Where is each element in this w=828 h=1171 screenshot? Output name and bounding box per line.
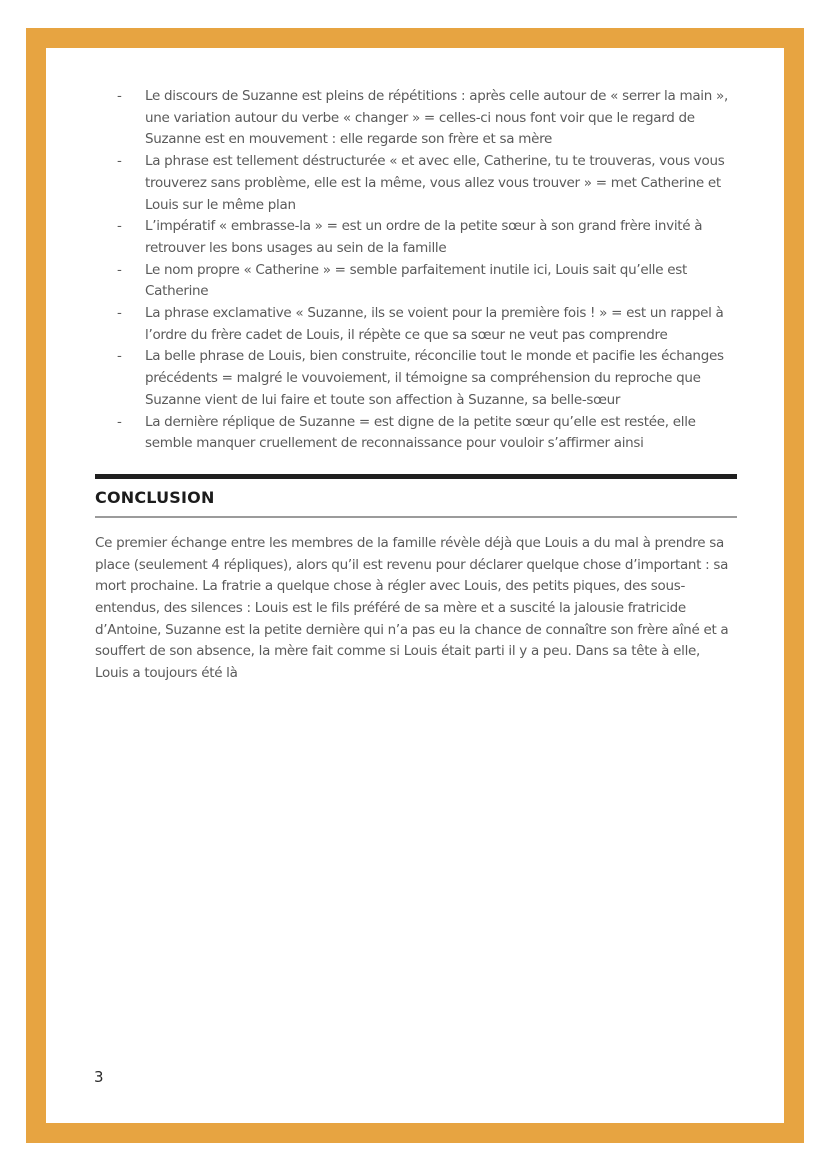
document-content: [95, 86, 737, 685]
list-item: [95, 303, 737, 346]
page-number: 3: [94, 1068, 104, 1086]
dash-bullet-marker: -: [117, 413, 122, 430]
list-item: [95, 151, 737, 216]
dash-bullet-marker: -: [117, 305, 122, 322]
list-item: [95, 412, 737, 455]
list-item-text: La dernière réplique de Suzanne = est digne de la petite sœur qu’elle est restée, elle semble manquer cruellement de reconnaissance pour vouloir s’affirmer ainsi: [145, 413, 696, 452]
dash-bullet-marker: -: [117, 218, 122, 235]
conclusion-paragraph: Ce premier échange entre les membres de la famille révèle déjà que Louis a du mal à prendre sa place (seulement 4 répliques), alors qu’il est revenu pour déclarer quelque chose d’important : sa mort prochaine. La fratrie a quelque chose à régler avec Louis, des petits piques, des sous-entendus, des silences : Louis est le fils préféré de sa mère et a suscité la jalousie fratricide d’Antoine, Suzanne est la petite dernière qui n’a pas eu la chance de connaître son frère aîné et a souffert de son absence, la mère fait comme si Louis était parti il y a peu. Dans sa tête à elle, Louis a toujours été là: [95, 534, 729, 682]
section-divider-thin: [95, 516, 737, 518]
section-divider-thick: [95, 474, 737, 479]
dash-bullet-marker: -: [117, 153, 122, 170]
dash-bullet-marker: -: [117, 261, 122, 278]
list-item-text: Le discours de Suzanne est pleins de répétitions : après celle autour de « serrer la main », une variation autour du verbe « changer » = celles-ci nous font voir que le regard de Suzanne est en mouvement : elle regarde son frère et sa mère: [145, 88, 728, 148]
list-item: [95, 86, 737, 151]
list-item: [95, 216, 737, 259]
list-item-text: La phrase est tellement déstructurée « et avec elle, Catherine, tu te trouveras, vous vous trouverez sans problème, elle est la même, vous allez vous trouver » = met Catherine et Louis sur le même plan: [145, 153, 725, 213]
conclusion-heading: CONCLUSION: [95, 487, 215, 507]
list-item-text: L’impératif « embrasse-la » = est un ordre de la petite sœur à son grand frère invité à retrouver les bons usages au sein de la famille: [145, 218, 703, 256]
bullet-list: [95, 86, 737, 455]
dash-bullet-marker: -: [117, 88, 122, 104]
list-item-text: La phrase exclamative « Suzanne, ils se voient pour la première fois ! » = est un rappel à l’ordre du frère cadet de Louis, il répète ce que sa sœur ne veut pas comprendre: [145, 305, 724, 343]
dash-bullet-marker: -: [117, 348, 122, 365]
list-item: [95, 260, 737, 303]
list-item: [95, 346, 737, 411]
list-item-text: La belle phrase de Louis, bien construite, réconcilie tout le monde et pacifie les échanges précédents = malgré le vouvoiement, il témoigne sa compréhension du reproche que Suzanne vient de lui faire et toute son affection à Suzanne, sa belle-sœur: [145, 348, 724, 408]
list-item-text: Le nom propre « Catherine » = semble parfaitement inutile ici, Louis sait qu’elle est Catherine: [145, 261, 687, 300]
